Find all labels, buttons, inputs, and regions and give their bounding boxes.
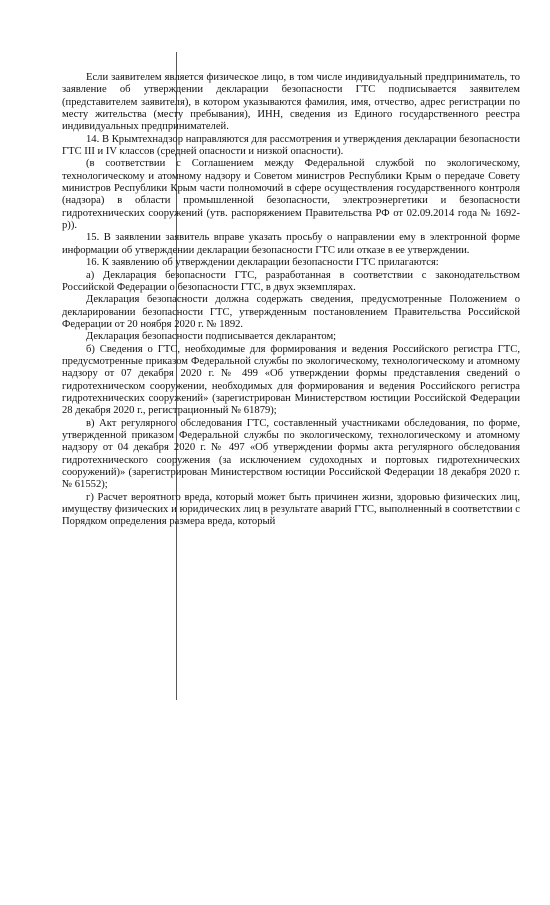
paragraph-declaration-content: Декларация безопасности должна содержать сведения, предусмотренные Положением о декларировании безопасности ГТС, утвержденным постановлением Правительства Российской Федерации от 20 ноября 2020 г. № 1892.: [62, 294, 520, 330]
paragraph-applicant-individual: Если заявителем является физическое лицо, в том числе индивидуальный предприниматель, то заявление об утверждении декларации безопасности ГТС подписывается заявителем (представителем заявителя), в котором указываются фамилия, имя, отчество, адрес регистрации по месту жительства (месту пребывания), ИНН, сведения из Единого государственного реестра индивидуальных предпринимателей.: [62, 72, 520, 133]
paragraph-16: 16. К заявлению об утверждении декларации безопасности ГТС прилагаются:: [86, 257, 439, 269]
paragraph-agreement-note: (в соответствии с Соглашением между Федеральной службой по экологическому, технологическому и атомному надзору и Советом министров Республики Крым о передаче Совету министров Республики Крым части полномочий в сфере осуществления государственного контроля (надзора) в области промышленной безопасности, электроэнергетики и безопасности гидротехнических сооружений (утв. распоряжением Правительства РФ от 02.09.2014 года № 1692-р)).: [62, 158, 520, 232]
document-body: [62, 72, 520, 529]
paragraph-14: 14. В Крымтехнадзор направляются для рассмотрения и утверждения декларации безопасности ГТС III и IV классов (средней опасности и низкой опасности).: [62, 133, 520, 158]
paragraph-16-b: б) Сведения о ГТС, необходимые для формирования и ведения Российского регистра ГТС, предусмотренные приказом Федеральной службы по экологическому, технологическому и атомному надзору от 07 декабря 2020 г. № 499 «Об утверждении формы представления сведений о гидротехническом сооружении, необходимых для формирования и ведения Российского регистра гидротехнических сооружений» (зарегистрирован Министерством юстиции Российской Федерации 28 декабря 2020 г., регистрационный № 61879);: [62, 343, 520, 417]
paragraph-16-v: в) Акт регулярного обследования ГТС, составленный участниками обследования, по форме, утвержденной приказом Федеральной службы по экологическому, технологическому и атомному надзору от 04 декабря 2020 г. № 497 «Об утверждении формы акта регулярного обследования гидротехнического сооружения (за исключением судоходных и портовых гидротехнических сооружений)» (зарегистрирован Министерством юстиции Российской Федерации 18 декабря 2020 г. № 61552);: [62, 417, 520, 491]
paragraph-16-a: а) Декларация безопасности ГТС, разработанная в соответствии с законодательством Российской Федерации о безопасности ГТС, в двух экземплярах.: [62, 269, 520, 293]
paragraph-16-g: г) Расчет вероятного вреда, который может быть причинен жизни, здоровью физических лиц, имуществу физических и юридических лиц в результате аварий ГТС, выполненный в соответствии с Порядком определения размера вреда, который: [62, 491, 520, 528]
paragraph-15: 15. В заявлении заявитель вправе указать просьбу о направлении ему в электронной форме информации об утверждении декларации безопасности ГТС или отказе в ее утверждении.: [62, 232, 520, 256]
paragraph-declaration-signature: Декларация безопасности подписывается декларантом;: [86, 331, 337, 343]
